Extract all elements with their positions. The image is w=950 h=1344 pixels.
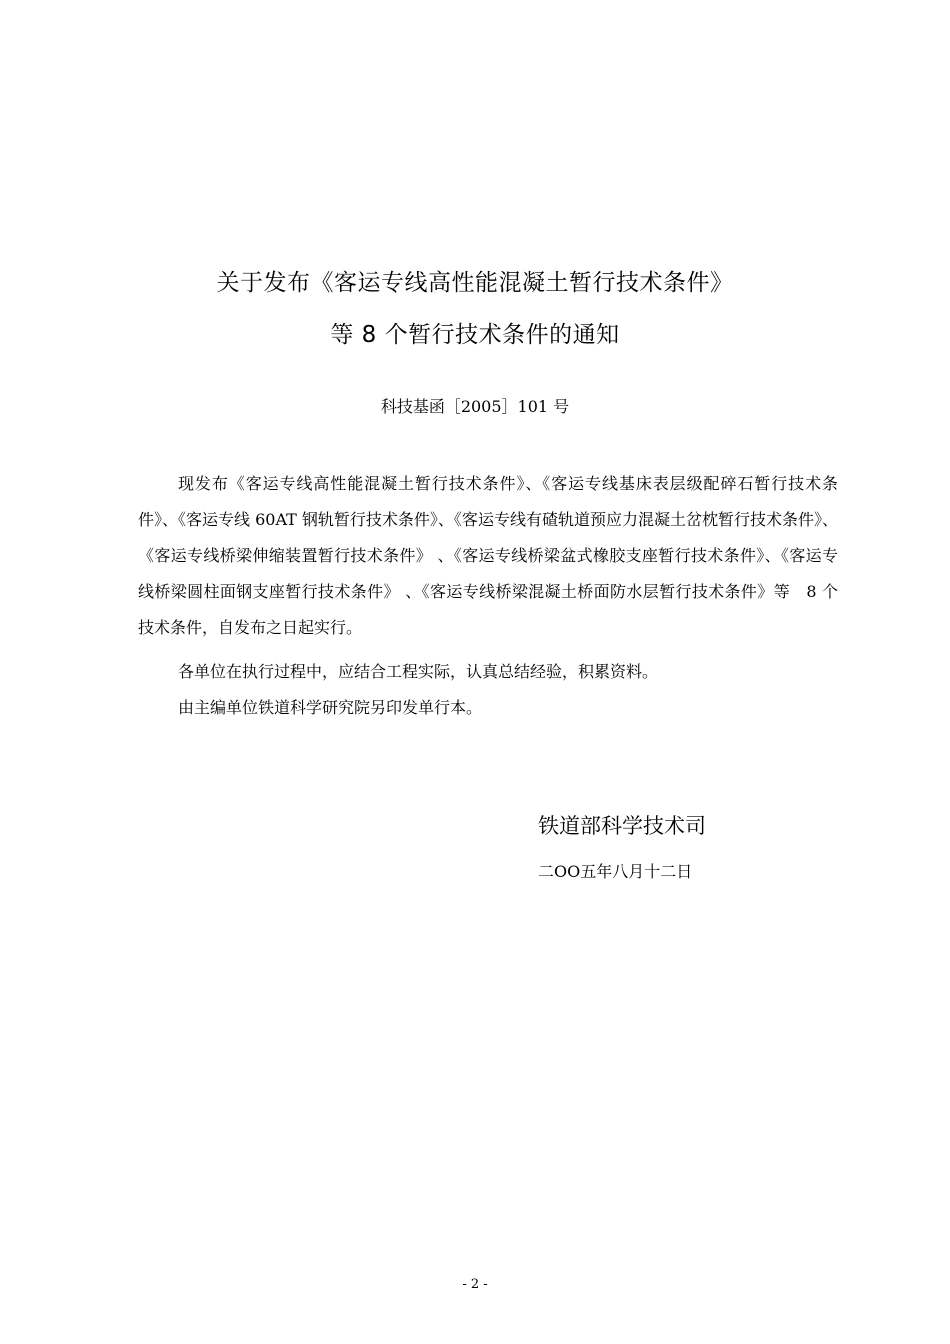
title-line-2: 等 8 个暂行技术条件的通知 [330,322,620,348]
issuer-signature: 铁道部科学技术司 [538,814,706,838]
body-paragraph-3: 由主编单位铁道科学研究院另印发单行本。 [178,698,483,717]
issue-date: 二OO五年八月十二日 [538,862,693,881]
body-paragraph-1: 现发布《客运专线高性能混凝土暂行技术条件》、《客运专线基床表层级配碎石暂行技术条件》、《客运专线 60AT 钢轨暂行技术条件》、《客运专线有碴轨道预应力混凝土岔枕暂行技术条件》、《客运专线桥梁伸缩装置暂行技术条件》 、《客运专线桥梁盆式橡胶支座暂行技术条件》、《客运专线桥梁圆柱面钢支座暂行技术条件》 、《客运专线桥梁混凝土桥面防水层暂行技术条件》等 8 个技术条件，自发布之日起实行。 [138,474,838,637]
title-line-1: 关于发布《客运专线高性能混凝土暂行技术条件》 [216,270,734,296]
page-number: - 2 - [462,1277,488,1292]
body-paragraph-2: 各单位在执行过程中，应结合工程实际，认真总结经验，积累资料。 [178,662,659,681]
document-number: 科技基函［2005］101 号 [380,397,570,416]
